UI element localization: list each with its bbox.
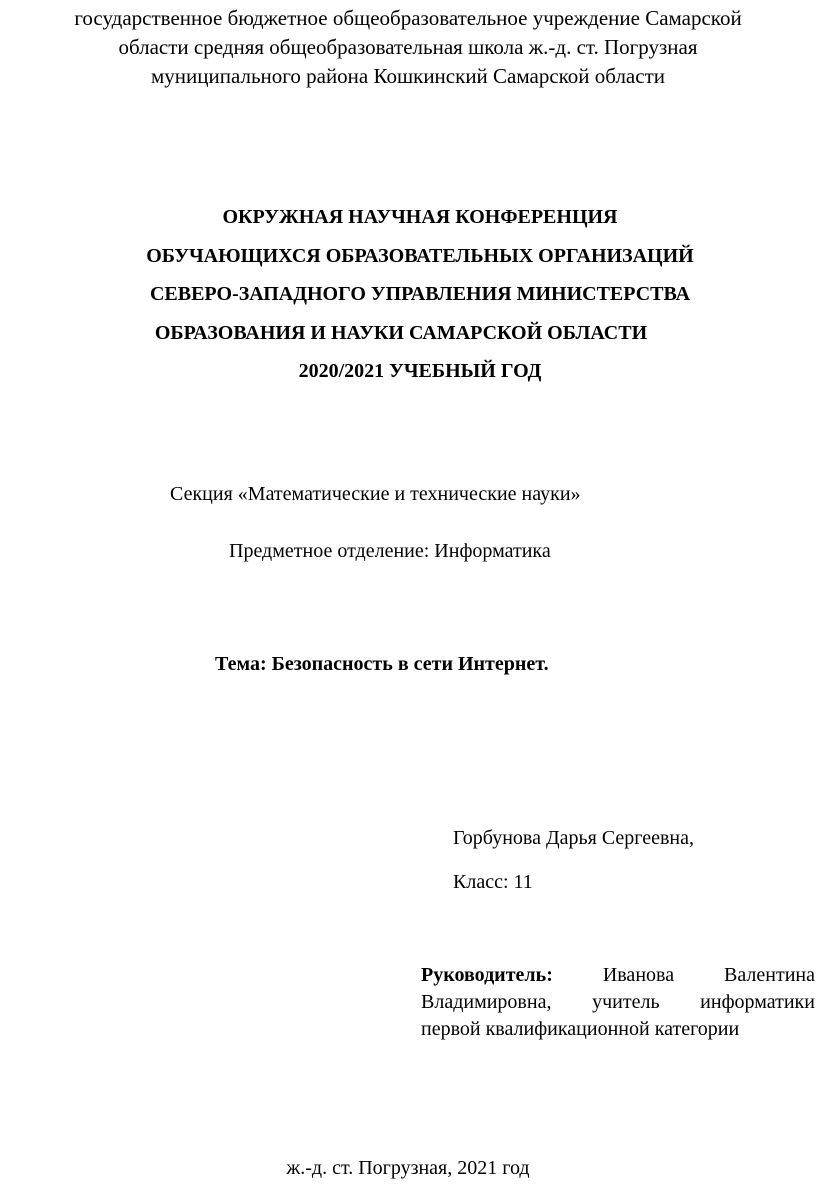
supervisor-qualification: первой квалификационной категории: [421, 1018, 740, 1040]
conference-title-line-4: ОБРАЗОВАНИЯ И НАУКИ САМАРСКОЙ ОБЛАСТИ: [154, 321, 648, 344]
supervisor-line-1: [421, 962, 815, 989]
conference-title-line-2: ОБУЧАЮЩИХСЯ ОБРАЗОВАТЕЛЬНЫХ ОРГАНИЗАЦИЙ: [146, 244, 694, 267]
section-name: Секция «Математические и технические науки»: [170, 483, 581, 505]
topic-title: Тема: Безопасность в сети Интернет.: [215, 653, 549, 675]
supervisor-label: Руководитель:: [421, 964, 553, 986]
school-header-line-3: муниципального района Кошкинский Самарской области: [151, 64, 665, 88]
school-header: [20, 4, 796, 91]
conference-title: [60, 198, 780, 391]
supervisor-word: Валентина: [724, 964, 815, 986]
conference-title-line-1: ОКРУЖНАЯ НАУЧНАЯ КОНФЕРЕНЦИЯ: [222, 206, 618, 228]
supervisor-word: Владимировна,: [421, 991, 552, 1013]
supervisor-line-2: [421, 989, 815, 1016]
student-name: Горбунова Дарья Сергеевна,: [453, 827, 694, 849]
conference-title-line-3: СЕВЕРО-ЗАПАДНОГО УПРАВЛЕНИЯ МИНИСТЕРСТВА: [149, 283, 691, 305]
conference-title-line-5: 2020/2021 УЧЕБНЫЙ ГОД: [298, 360, 542, 382]
supervisor-word: Иванова: [602, 964, 675, 986]
school-header-line-2: области средняя общеобразовательная школа ж.-д. ст. Погрузная: [118, 35, 698, 59]
school-header-line-1: государственное бюджетное общеобразовательное учреждение Самарской: [74, 6, 742, 30]
student-grade: Класс: 11: [453, 871, 533, 893]
supervisor-word: учитель: [592, 991, 660, 1013]
supervisor-line-3: [421, 1016, 815, 1043]
place-and-year: ж.-д. ст. Погрузная, 2021 год: [286, 1157, 530, 1179]
supervisor-word: информатики: [700, 991, 815, 1013]
supervisor-block: [421, 962, 815, 1043]
subject-department: Предметное отделение: Информатика: [229, 540, 551, 562]
